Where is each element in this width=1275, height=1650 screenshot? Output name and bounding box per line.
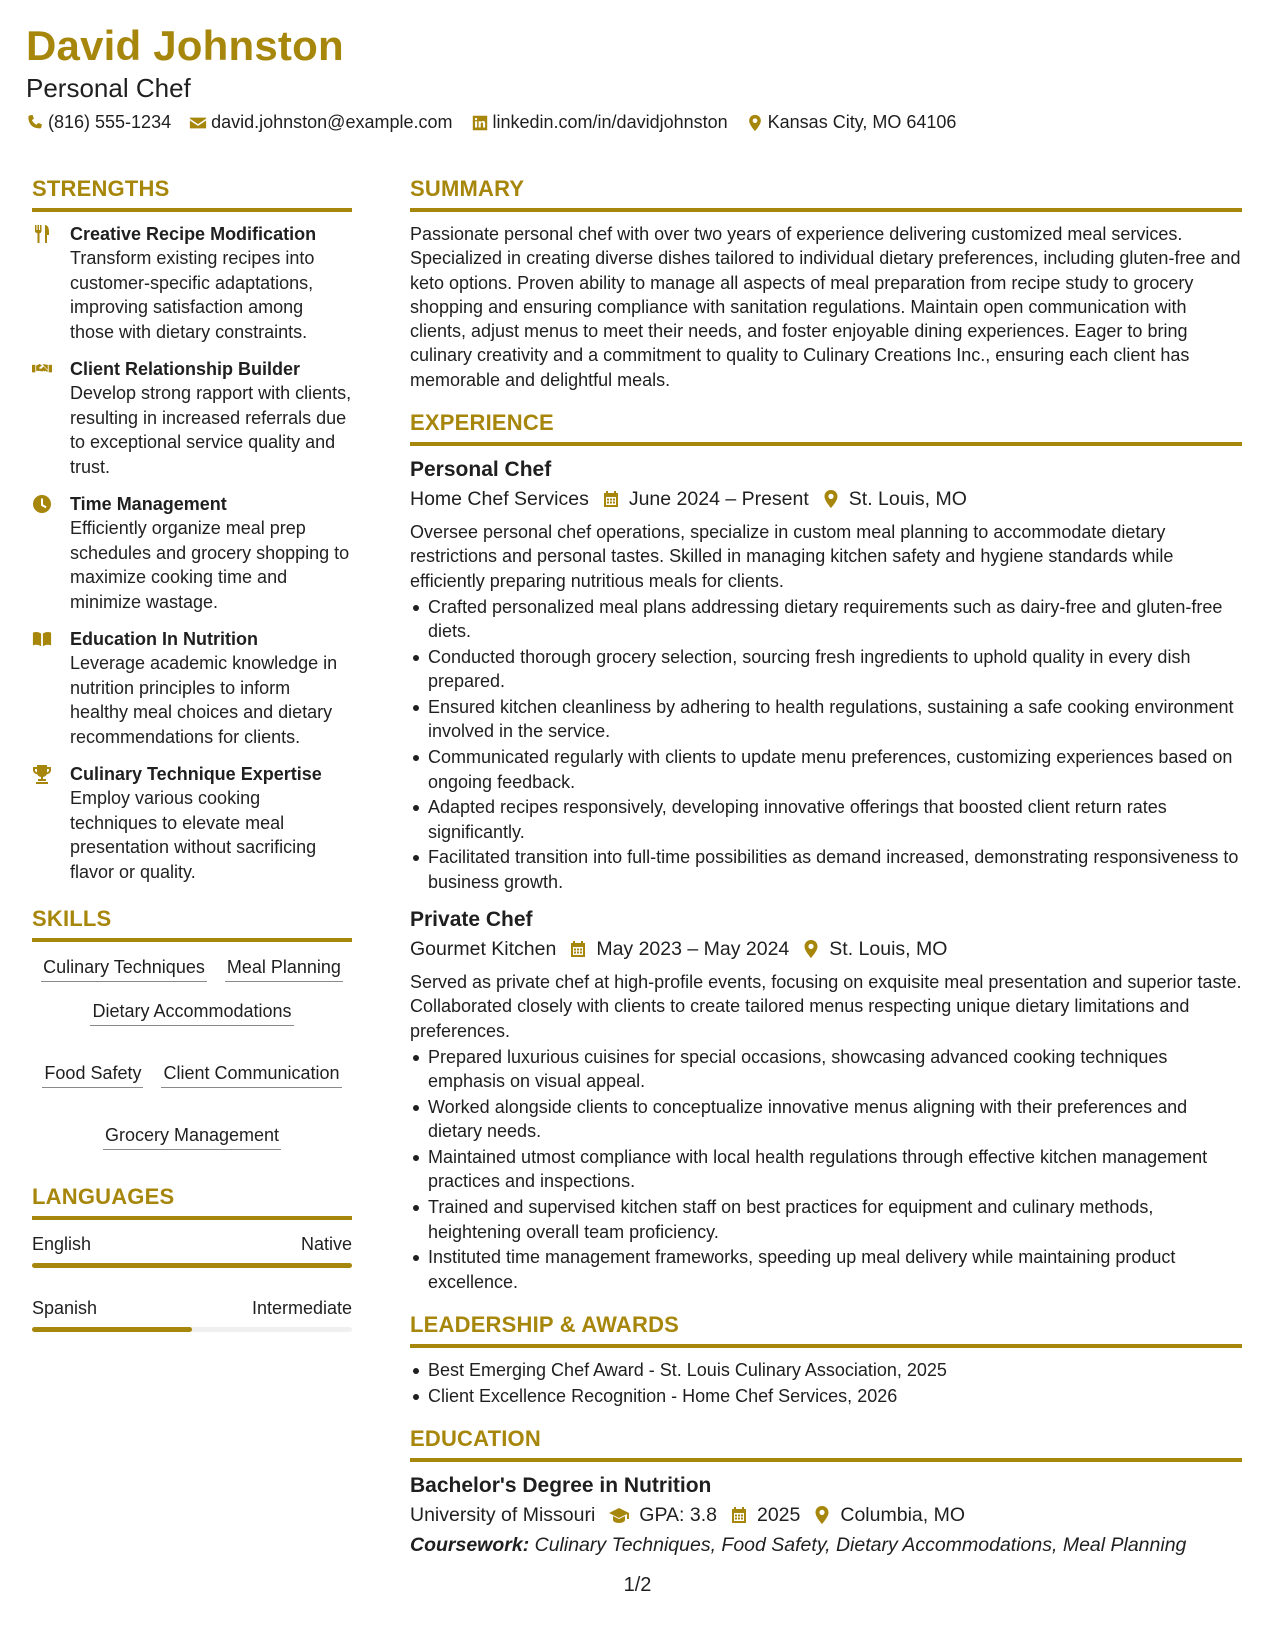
strength-title: Creative Recipe Modification bbox=[70, 224, 317, 244]
book-icon bbox=[32, 629, 52, 649]
awards-list bbox=[410, 1358, 1242, 1408]
envelope-icon bbox=[189, 114, 207, 132]
language-name: Spanish bbox=[32, 1298, 98, 1318]
candidate-name: David Johnston bbox=[26, 22, 344, 69]
strength-item bbox=[32, 492, 352, 614]
calendar-icon bbox=[568, 939, 588, 959]
left-column bbox=[32, 176, 352, 1356]
summary-text: Passionate personal chef with over two years of experience delivering customized meal services. Specialized in creating diverse dishes tailored to individual dietary preferences, including gluten-free and keto options. Proven ability to manage all aspects of meal preparation from recipe study to grocery shopping and ensuring compliance with sanitation regulations. Maintain open communication with clients, adjust menus to meet their needs, and foster enjoyable dining experiences. Eager to bring culinary creativity and a commitment to quality to Culinary Creations Inc., ensuring each client has memorable and delightful meals. bbox=[410, 224, 1241, 390]
language-level: Native bbox=[300, 1234, 352, 1254]
job-description: Served as private chef at high-profile events, focusing on exquisite meal presentation and superior taste. Collaborated closely with clients to create tailored menus respecting unique dietary limitations and preferences. bbox=[410, 972, 1242, 1041]
experience-heading: EXPERIENCE bbox=[410, 410, 1242, 446]
strength-item bbox=[32, 222, 352, 344]
linkedin-icon bbox=[471, 114, 489, 132]
list-item: Adapted recipes responsively, developing innovative offerings that boosted client return rates significantly. bbox=[410, 795, 1242, 844]
strength-description: Leverage academic knowledge in nutrition principles to inform healthy meal choices and dietary recommendations for clients. bbox=[70, 653, 338, 747]
linkedin-text: linkedin.com/in/davidjohnston bbox=[492, 112, 728, 132]
summary-heading: SUMMARY bbox=[410, 176, 1242, 212]
list-item: Worked alongside clients to conceptualize innovative menus aligning with their preferences and dietary needs. bbox=[410, 1095, 1242, 1144]
coursework bbox=[410, 1530, 1242, 1560]
email-text: david.johnston@example.com bbox=[211, 112, 453, 132]
job-bullets bbox=[410, 595, 1242, 894]
handshake-icon bbox=[32, 359, 52, 379]
contact-email[interactable] bbox=[189, 112, 452, 133]
job-dates: May 2023 – May 2024 bbox=[596, 938, 790, 961]
job-company: Home Chef Services bbox=[410, 488, 589, 511]
list-item: Conducted thorough grocery selection, sourcing fresh ingredients to uphold quality in every dish prepared. bbox=[410, 645, 1242, 694]
strength-item bbox=[32, 357, 352, 479]
strength-title: Client Relationship Builder bbox=[70, 359, 301, 379]
job-location: St. Louis, MO bbox=[848, 488, 967, 511]
strength-title: Education In Nutrition bbox=[70, 629, 258, 649]
degree-title: Bachelor's Degree in Nutrition bbox=[410, 1473, 712, 1497]
skill-tag: Food Safety bbox=[42, 1062, 143, 1088]
list-item: Prepared luxurious cuisines for special occasions, showcasing advanced cooking techniques emphasis on visual appeal. bbox=[410, 1045, 1242, 1094]
language-bar-fill bbox=[32, 1263, 352, 1268]
list-item: Communicated regularly with clients to update menu preferences, customizing experiences based on ongoing feedback. bbox=[410, 745, 1242, 794]
strengths-heading: STRENGTHS bbox=[32, 176, 352, 212]
strength-description: Develop strong rapport with clients, resulting in increased referrals due to exceptional service quality and trust. bbox=[70, 383, 352, 477]
map-pin-icon bbox=[821, 489, 841, 509]
job-entry bbox=[410, 906, 1242, 1294]
map-pin-icon bbox=[801, 939, 821, 959]
phone-text: (816) 555-1234 bbox=[48, 112, 172, 132]
language-name: English bbox=[32, 1234, 92, 1254]
job-meta bbox=[410, 934, 1242, 964]
coursework-label: Coursework: bbox=[410, 1533, 530, 1556]
list-item: Ensured kitchen cleanliness by adhering to health regulations, sustaining a safe cooking environment involved in the service. bbox=[410, 695, 1242, 744]
skills-list bbox=[32, 952, 352, 1150]
map-pin-icon bbox=[746, 114, 764, 132]
right-column bbox=[410, 176, 1242, 1560]
coursework-list: Culinary Techniques, Food Safety, Dietary Accommodations, Meal Planning bbox=[534, 1533, 1187, 1556]
strength-title: Culinary Technique Expertise bbox=[70, 764, 322, 784]
job-meta bbox=[410, 484, 1242, 514]
strength-item bbox=[32, 762, 352, 884]
skill-tag: Culinary Techniques bbox=[41, 956, 207, 982]
strength-description: Employ various cooking techniques to elevate meal presentation without sacrificing flavor or quality. bbox=[70, 788, 317, 882]
school-name: University of Missouri bbox=[410, 1503, 596, 1526]
trophy-icon bbox=[32, 764, 52, 784]
list-item: Instituted time management frameworks, speeding up meal delivery while maintaining product excellence. bbox=[410, 1245, 1242, 1294]
contact-location bbox=[746, 112, 957, 133]
candidate-role: Personal Chef bbox=[26, 73, 191, 103]
strength-description: Efficiently organize meal prep schedules and grocery shopping to maximize cooking time and minimize wastage. bbox=[70, 518, 350, 612]
job-location: St. Louis, MO bbox=[829, 938, 948, 961]
list-item: Best Emerging Chef Award - St. Louis Culinary Association, 2025 bbox=[410, 1358, 1242, 1382]
skills-heading: SKILLS bbox=[32, 906, 352, 942]
contact-bar bbox=[26, 112, 974, 133]
awards-heading: LEADERSHIP & AWARDS bbox=[410, 1312, 1242, 1348]
graduation-year: 2025 bbox=[756, 1503, 801, 1526]
list-item: Crafted personalized meal plans addressing dietary requirements such as dairy-free and gluten-free diets. bbox=[410, 595, 1242, 644]
list-item: Client Excellence Recognition - Home Chef Services, 2026 bbox=[410, 1384, 1242, 1408]
skill-tag: Meal Planning bbox=[225, 956, 343, 982]
job-description: Oversee personal chef operations, specialize in custom meal planning to accommodate dietary restrictions and personal tastes. Skilled in managing kitchen safety and hygiene standards while efficiently preparing nutritious meals for clients. bbox=[410, 522, 1174, 591]
list-item: Trained and supervised kitchen staff on best practices for equipment and culinary methods, heightening overall team proficiency. bbox=[410, 1195, 1242, 1244]
clock-icon bbox=[32, 494, 52, 514]
job-title: Personal Chef bbox=[410, 458, 552, 482]
skill-tag: Client Communication bbox=[161, 1062, 341, 1088]
strength-description: Transform existing recipes into customer-specific adaptations, improving satisfaction among those with dietary constraints. bbox=[70, 248, 315, 342]
languages-heading: LANGUAGES bbox=[32, 1184, 352, 1220]
map-pin-icon bbox=[812, 1505, 832, 1525]
strength-item bbox=[32, 627, 352, 749]
calendar-icon bbox=[729, 1505, 749, 1525]
contact-linkedin[interactable] bbox=[471, 112, 728, 133]
skill-tag: Dietary Accommodations bbox=[90, 1000, 293, 1026]
language-bar bbox=[32, 1327, 352, 1332]
page-number: 1/2 bbox=[623, 1574, 652, 1596]
job-title: Private Chef bbox=[410, 908, 533, 932]
language-item bbox=[32, 1298, 352, 1332]
language-bar-fill bbox=[32, 1327, 192, 1332]
strength-title: Time Management bbox=[70, 494, 227, 514]
graduation-cap-icon bbox=[607, 1505, 631, 1525]
job-dates: June 2024 – Present bbox=[628, 488, 809, 511]
calendar-icon bbox=[601, 489, 621, 509]
list-item: Maintained utmost compliance with local health regulations through effective kitchen management practices and inspections. bbox=[410, 1145, 1242, 1194]
language-level: Intermediate bbox=[251, 1298, 352, 1318]
gpa-text: GPA: 3.8 bbox=[639, 1503, 717, 1526]
location-text: Kansas City, MO 64106 bbox=[767, 112, 957, 132]
utensils-icon bbox=[32, 224, 52, 244]
school-location: Columbia, MO bbox=[840, 1503, 965, 1526]
job-company: Gourmet Kitchen bbox=[410, 938, 557, 961]
list-item: Facilitated transition into full-time possibilities as demand increased, demonstrating responsiveness to business growth. bbox=[410, 845, 1242, 894]
contact-phone[interactable] bbox=[26, 112, 171, 133]
job-entry bbox=[410, 456, 1242, 894]
phone-icon bbox=[26, 114, 44, 132]
language-bar bbox=[32, 1263, 352, 1268]
skill-tag: Grocery Management bbox=[103, 1124, 281, 1150]
education-meta bbox=[410, 1500, 1242, 1530]
education-heading: EDUCATION bbox=[410, 1426, 1242, 1462]
job-bullets bbox=[410, 1045, 1242, 1294]
language-item bbox=[32, 1234, 352, 1268]
